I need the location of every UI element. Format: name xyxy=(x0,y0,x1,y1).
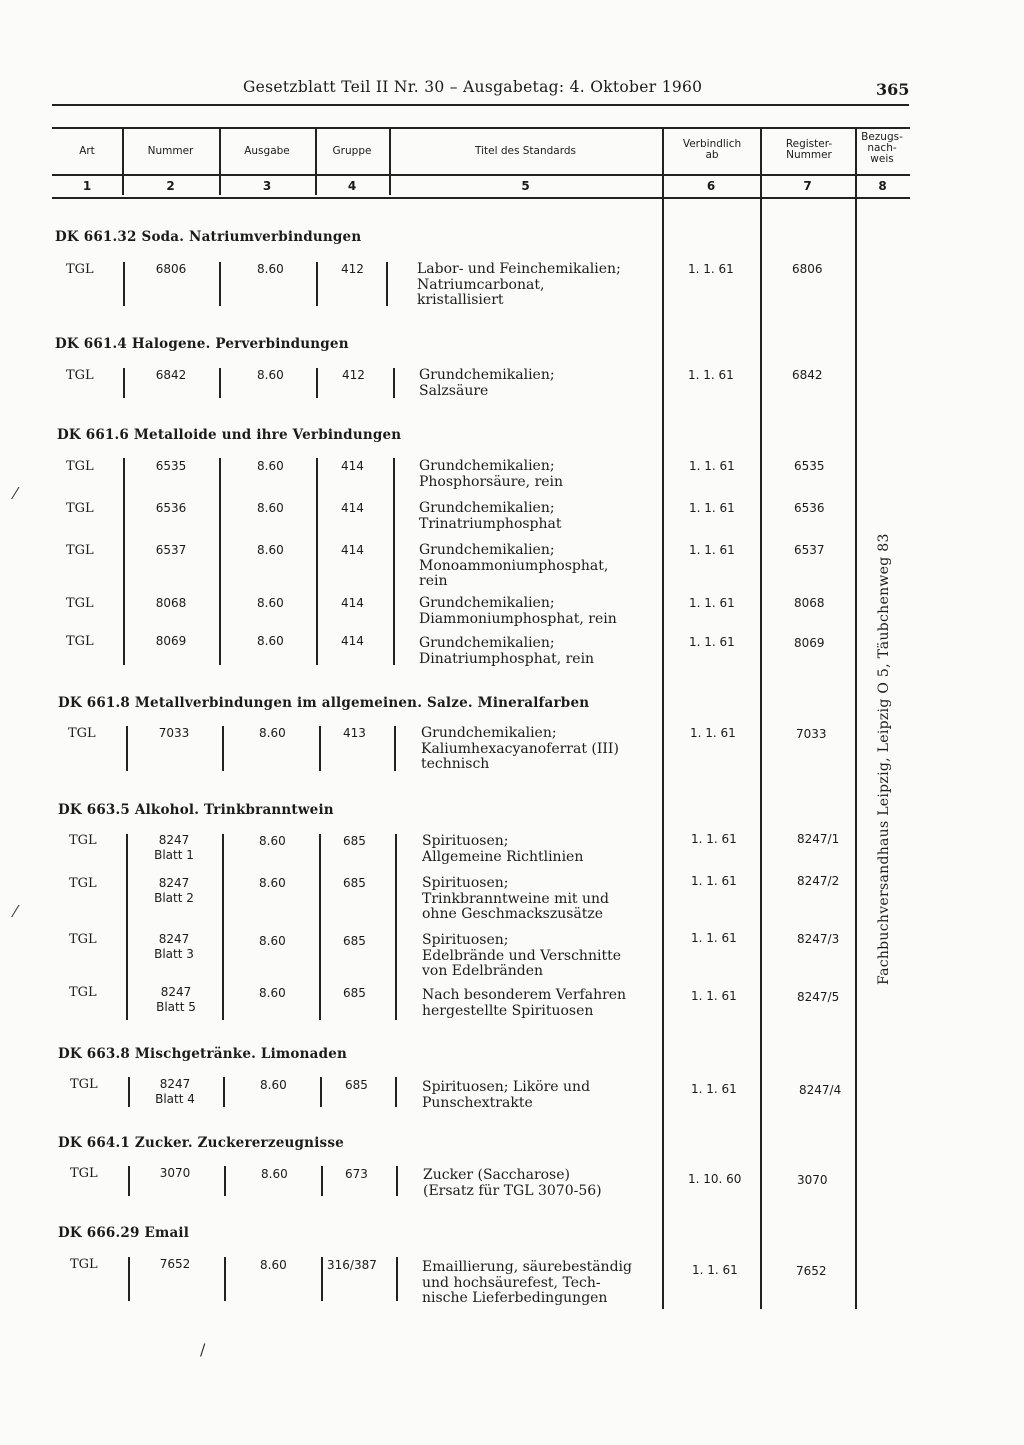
cell-gruppe: 414 xyxy=(341,634,364,648)
cell-titel: Nach besonderem Verfahren hergestellte Spirituosen xyxy=(422,987,627,1019)
cell-divider xyxy=(321,1257,323,1301)
cell-verbindlich: 1. 1. 61 xyxy=(689,596,735,610)
cell-titel: Grundchemikalien; Monoammoniumphosphat, rein xyxy=(419,542,609,589)
cell-art: TGL xyxy=(69,876,97,891)
cell-nummer: 8069 xyxy=(155,634,187,648)
cell-verbindlich: 1. 1. 61 xyxy=(690,726,736,740)
cell-art: TGL xyxy=(66,596,94,611)
cell-divider xyxy=(396,1257,398,1301)
cell-nummer: 6536 xyxy=(155,501,187,515)
cell-titel: Labor- und Feinchemikalien; Natriumcarbonat, kristallisiert xyxy=(417,261,621,308)
cell-titel: Grundchemikalien; Kaliumhexacyanoferrat (III) technisch xyxy=(421,725,619,772)
column-divider xyxy=(123,458,125,665)
cell-ausgabe: 8.60 xyxy=(259,726,286,740)
cell-ausgabe: 8.60 xyxy=(260,1078,287,1092)
colnum-5: 5 xyxy=(521,179,530,193)
cell-gruppe: 412 xyxy=(341,262,364,276)
column-divider xyxy=(126,834,128,1020)
cell-ausgabe: 8.60 xyxy=(261,1167,288,1181)
cell-art: TGL xyxy=(69,833,97,848)
column-divider xyxy=(219,458,221,665)
cell-register: 6537 xyxy=(794,543,825,557)
cell-art: TGL xyxy=(66,543,94,558)
colnum-3: 3 xyxy=(262,179,272,193)
cell-titel: Grundchemikalien; Phosphorsäure, rein xyxy=(419,458,564,490)
cell-nummer: 6535 xyxy=(155,459,187,473)
header-rule xyxy=(52,104,909,106)
cell-divider xyxy=(128,1077,130,1107)
cell-divider xyxy=(320,1077,322,1107)
cell-register: 8069 xyxy=(794,636,825,650)
cell-titel: Grundchemikalien; Salzsäure xyxy=(419,367,555,399)
colnum-1: 1 xyxy=(82,179,92,193)
cell-gruppe: 413 xyxy=(343,726,366,740)
cell-verbindlich: 1. 1. 61 xyxy=(689,543,735,557)
colhead-ausgabe: Ausgabe xyxy=(244,145,290,157)
cell-register: 7652 xyxy=(796,1264,827,1278)
cell-register: 8247/3 xyxy=(797,932,840,946)
cell-divider xyxy=(223,1077,225,1107)
colhead-titel: Titel des Standards xyxy=(474,145,576,157)
column-divider xyxy=(319,834,321,1020)
cell-gruppe: 685 xyxy=(343,876,366,890)
cell-nummer: 8247 Blatt 2 xyxy=(154,876,194,905)
column-divider xyxy=(222,834,224,1020)
cell-register: 8247/5 xyxy=(797,990,840,1004)
cell-titel: Grundchemikalien; Trinatriumphosphat xyxy=(419,500,562,532)
column-divider xyxy=(393,458,395,665)
section-heading: DK 664.1 Zucker. Zuckererzeugnisse xyxy=(58,1135,344,1151)
colnum-4: 4 xyxy=(347,179,357,193)
cell-register: 8247/1 xyxy=(797,832,840,846)
column-divider xyxy=(316,458,318,665)
cell-register: 8247/4 xyxy=(799,1083,842,1097)
cell-gruppe: 414 xyxy=(341,501,364,515)
cell-titel: Grundchemikalien; Diammoniumphosphat, rein xyxy=(419,595,617,627)
section-heading: DK 666.29 Email xyxy=(58,1225,190,1241)
cell-gruppe: 414 xyxy=(341,543,364,557)
cell-verbindlich: 1. 1. 61 xyxy=(689,635,735,649)
cell-titel: Zucker (Saccharose) (Ersatz für TGL 3070-56) xyxy=(423,1167,602,1199)
section-heading: DK 663.8 Mischgetränke. Limonaden xyxy=(58,1046,348,1062)
cell-gruppe: 685 xyxy=(343,934,366,948)
cell-verbindlich: 1. 1. 61 xyxy=(689,459,735,473)
cell-ausgabe: 8.60 xyxy=(259,876,286,890)
cell-verbindlich: 1. 1. 61 xyxy=(691,931,737,945)
cell-nummer: 8247 Blatt 5 xyxy=(156,985,196,1014)
cell-register: 8068 xyxy=(794,596,825,610)
page-number: 365 xyxy=(876,80,910,99)
cell-gruppe: 414 xyxy=(341,596,364,610)
cell-titel: Emaillierung, säurebeständig und hochsäurefest, Tech- nische Lieferbedingungen xyxy=(422,1259,632,1306)
cell-divider xyxy=(224,1166,226,1196)
colhead-gruppe: Gruppe xyxy=(332,145,372,157)
cell-titel: Spirituosen; Edelbrände und Verschnitte von Edelbränden xyxy=(422,932,621,979)
header-sep xyxy=(760,129,762,1309)
cell-register: 8247/2 xyxy=(797,874,840,888)
cell-nummer: 8068 xyxy=(155,596,187,610)
cell-ausgabe: 8.60 xyxy=(259,834,286,848)
cell-nummer: 3070 xyxy=(159,1166,191,1180)
cell-gruppe: 414 xyxy=(341,459,364,473)
colnum-6: 6 xyxy=(706,179,716,193)
cell-nummer: 8247 Blatt 3 xyxy=(154,932,194,961)
cell-gruppe: 673 xyxy=(345,1167,368,1181)
margin-mark: ⁄ xyxy=(14,902,17,921)
cell-art: TGL xyxy=(66,501,94,516)
cell-nummer: 6806 xyxy=(155,262,187,276)
cell-ausgabe: 8.60 xyxy=(257,596,284,610)
cell-divider xyxy=(224,1257,226,1301)
cell-gruppe: 412 xyxy=(342,368,365,382)
cell-gruppe: 685 xyxy=(343,834,366,848)
cell-gruppe: 685 xyxy=(345,1078,368,1092)
cell-verbindlich: 1. 1. 61 xyxy=(691,1082,737,1096)
cell-register: 6536 xyxy=(794,501,825,515)
cell-divider xyxy=(386,262,388,306)
header-sep xyxy=(855,129,857,1309)
cell-verbindlich: 1. 1. 61 xyxy=(691,989,737,1003)
cell-titel: Spirituosen; Allgemeine Richtlinien xyxy=(422,833,584,865)
cell-register: 6535 xyxy=(794,459,825,473)
cell-divider xyxy=(128,1166,130,1196)
cell-ausgabe: 8.60 xyxy=(259,934,286,948)
cell-verbindlich: 1. 1. 61 xyxy=(688,368,734,382)
cell-register: 7033 xyxy=(796,727,827,741)
cell-titel: Grundchemikalien; Dinatriumphosphat, rein xyxy=(419,635,595,667)
cell-register: 6806 xyxy=(792,262,823,276)
cell-divider xyxy=(219,368,221,398)
cell-nummer: 6537 xyxy=(155,543,187,557)
cell-art: TGL xyxy=(68,726,96,741)
cell-verbindlich: 1. 1. 61 xyxy=(688,262,734,276)
header-sep xyxy=(662,129,664,1309)
colhead-register: Register-Nummer xyxy=(785,138,833,161)
cell-verbindlich: 1. 1. 61 xyxy=(692,1263,738,1277)
cell-divider xyxy=(126,726,128,771)
colnum-2: 2 xyxy=(166,179,175,193)
cell-divider xyxy=(316,262,318,306)
cell-ausgabe: 8.60 xyxy=(257,459,284,473)
cell-nummer: 8247 Blatt 4 xyxy=(155,1077,195,1106)
cell-art: TGL xyxy=(70,1166,98,1181)
table-bottom-rule xyxy=(52,197,910,199)
running-header: Gesetzblatt Teil II Nr. 30 – Ausgabetag: 4. Oktober 1960 xyxy=(243,78,703,96)
cell-divider xyxy=(396,1166,398,1196)
cell-art: TGL xyxy=(70,1077,98,1092)
cell-divider xyxy=(394,726,396,771)
section-heading: DK 663.5 Alkohol. Trinkbranntwein xyxy=(58,802,334,818)
section-heading: DK 661.8 Metallverbindungen im allgemeinen. Salze. Mineralfarben xyxy=(58,695,590,711)
cell-divider xyxy=(123,262,125,306)
cell-ausgabe: 8.60 xyxy=(257,262,284,276)
colnum-8: 8 xyxy=(878,179,887,193)
colhead-bezug: Bezugs-nach-weis xyxy=(861,131,903,165)
cell-divider xyxy=(123,368,125,398)
cell-ausgabe: 8.60 xyxy=(257,634,284,648)
colhead-art: Art xyxy=(79,145,95,157)
table-mid-rule xyxy=(52,174,910,176)
cell-art: TGL xyxy=(66,634,94,649)
cell-titel: Spirituosen; Trinkbranntweine mit und ohne Geschmackszusätze xyxy=(422,875,609,922)
sidebar-vertical-text: Fachbuchversandhaus Leipzig, Leipzig O 5, Täubchenweg 83 xyxy=(876,533,892,985)
colhead-verbindlich: Verbindlich ab xyxy=(682,138,742,161)
cell-divider xyxy=(321,1166,323,1196)
cell-divider xyxy=(319,726,321,771)
cell-art: TGL xyxy=(66,459,94,474)
margin-mark: / xyxy=(200,1340,206,1359)
cell-divider xyxy=(395,1077,397,1107)
cell-divider xyxy=(128,1257,130,1301)
cell-verbindlich: 1. 1. 61 xyxy=(691,832,737,846)
cell-ausgabe: 8.60 xyxy=(259,986,286,1000)
cell-divider xyxy=(393,368,395,398)
cell-nummer: 6842 xyxy=(155,368,187,382)
cell-divider xyxy=(219,262,221,306)
cell-ausgabe: 8.60 xyxy=(260,1258,287,1272)
cell-art: TGL xyxy=(70,1257,98,1272)
section-heading: DK 661.4 Halogene. Perverbindungen xyxy=(55,336,349,352)
cell-art: TGL xyxy=(66,262,94,277)
cell-nummer: 7652 xyxy=(159,1257,191,1271)
cell-divider xyxy=(222,726,224,771)
cell-nummer: 7033 xyxy=(158,726,190,740)
cell-art: TGL xyxy=(69,932,97,947)
cell-nummer: 8247 Blatt 1 xyxy=(154,833,194,862)
cell-divider xyxy=(316,368,318,398)
cell-gruppe: 685 xyxy=(343,986,366,1000)
cell-register: 3070 xyxy=(797,1173,828,1187)
table-top-rule xyxy=(52,127,910,129)
margin-mark: ⁄ xyxy=(14,484,17,503)
cell-art: TGL xyxy=(69,985,97,1000)
cell-verbindlich: 1. 10. 60 xyxy=(688,1172,742,1186)
cell-verbindlich: 1. 1. 61 xyxy=(689,501,735,515)
cell-register: 6842 xyxy=(792,368,823,382)
colnum-7: 7 xyxy=(803,179,812,193)
cell-ausgabe: 8.60 xyxy=(257,543,284,557)
cell-gruppe: 316/387 xyxy=(327,1258,377,1272)
cell-verbindlich: 1. 1. 61 xyxy=(691,874,737,888)
cell-ausgabe: 8.60 xyxy=(257,368,284,382)
section-heading: DK 661.32 Soda. Natriumverbindungen xyxy=(55,229,362,245)
column-divider xyxy=(395,834,397,1020)
section-heading: DK 661.6 Metalloide und ihre Verbindungen xyxy=(57,427,402,443)
cell-art: TGL xyxy=(66,368,94,383)
colhead-nummer: Nummer xyxy=(147,145,194,157)
cell-titel: Spirituosen; Liköre und Punschextrakte xyxy=(422,1079,591,1111)
cell-ausgabe: 8.60 xyxy=(257,501,284,515)
